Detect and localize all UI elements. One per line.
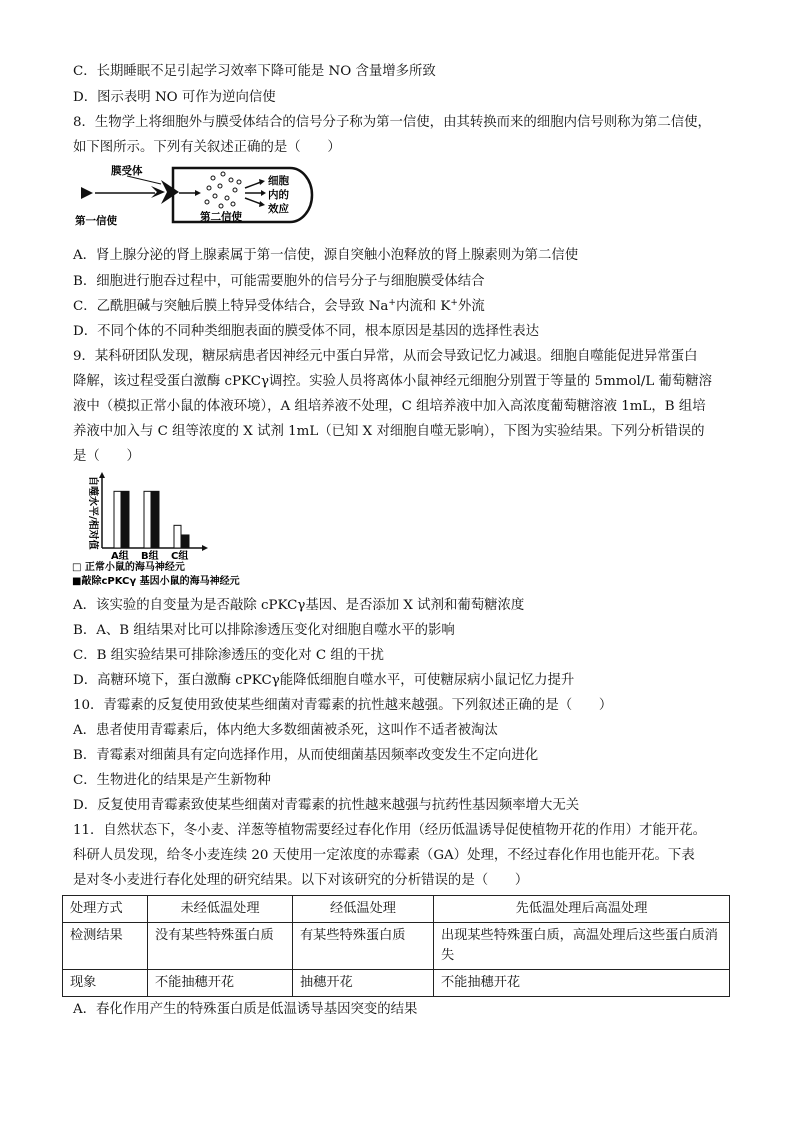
first-messenger-label: 第一信使 bbox=[75, 215, 117, 227]
question-9-stem-1: 9．某科研团队发现，糖尿病患者因神经元中蛋白异常，从而会导致记忆力减退。细胞自噬能促进异常蛋白 bbox=[73, 349, 698, 364]
membrane-receptor-label: 膜受体 bbox=[111, 165, 143, 177]
bar-normal-1 bbox=[144, 491, 151, 548]
table-row bbox=[63, 970, 730, 997]
x-axis-arrow bbox=[202, 545, 208, 551]
question-9-stem-2: 降解，该过程受蛋白激酶 cPKCγ调控。实验人员将离体小鼠神经元细胞分别置于等量的 5mmol/L 葡萄糖溶 bbox=[73, 374, 713, 389]
table-cell: 抽穗开花 bbox=[293, 970, 434, 997]
autophagy-bar-chart bbox=[70, 472, 270, 590]
second-messenger-diagram bbox=[75, 162, 330, 228]
table-header-cell: 处理方式 bbox=[63, 896, 148, 923]
table-cell: 有某些特殊蛋白质 bbox=[293, 923, 434, 970]
question-9-stem-4: 养液中加入与 C 组等浓度的 X 试剂 1mL（已知 X 对细胞自噬无影响），下图为实验结果。下列分析错误的 bbox=[73, 424, 705, 439]
x-tick-label: C组 bbox=[171, 551, 189, 562]
bar-normal-0 bbox=[114, 491, 121, 548]
table-cell: 没有某些特殊蛋白质 bbox=[148, 923, 293, 970]
question-11-stem-3: 是对冬小麦进行春化处理的研究结果。以下对该研究的分析错误的是（ ） bbox=[73, 873, 529, 888]
q8-option-a: A．肾上腺分泌的肾上腺素属于第一信使，源自突触小泡释放的肾上腺素则为第二信使 bbox=[73, 248, 579, 263]
effect-label-2: 内的 bbox=[268, 189, 289, 201]
table-header-cell: 未经低温处理 bbox=[148, 896, 293, 923]
bar-knockout-1 bbox=[152, 491, 159, 548]
effect-label-3: 效应 bbox=[268, 203, 289, 215]
q9-option-b: B．A、B 组结果对比可以排除渗透压变化对细胞自噬水平的影响 bbox=[73, 623, 455, 638]
question-9-stem-5: 是（ ） bbox=[73, 449, 140, 464]
option-d-line: D．图示表明 NO 可作为逆向信使 bbox=[73, 90, 276, 105]
q9-option-a: A．该实验的自变量为是否敲除 cPKCγ基因、是否添加 X 试剂和葡萄糖浓度 bbox=[73, 598, 525, 613]
q10-option-a: A．患者使用青霉素后，体内绝大多数细菌被杀死，这叫作不适者被淘汰 bbox=[73, 723, 498, 738]
second-messenger-label: 第二信使 bbox=[200, 211, 242, 223]
question-10-stem: 10．青霉素的反复使用致使某些细菌对青霉素的抗性越来越强。下列叙述正确的是（ ） bbox=[73, 698, 613, 713]
vernalization-table bbox=[62, 895, 730, 997]
table-cell: 出现某些特殊蛋白质，高温处理后这些蛋白质消失 bbox=[434, 923, 730, 970]
q8-option-b: B．细胞进行胞吞过程中，可能需要胞外的信号分子与细胞膜受体结合 bbox=[73, 274, 485, 289]
x-tick-label: B组 bbox=[141, 551, 159, 562]
y-axis-arrow bbox=[99, 472, 105, 478]
table-row bbox=[63, 923, 730, 970]
q10-option-c: C．生物进化的结果是产生新物种 bbox=[73, 773, 271, 788]
q10-option-d: D．反复使用青霉素致使某些细菌对青霉素的抗性越来越强与抗药性基因频率增大无关 bbox=[73, 798, 580, 813]
option-c-line: C．长期睡眠不足引起学习效率下降可能是 NO 含量增多所致 bbox=[73, 64, 436, 79]
q8-plus-2: + bbox=[450, 298, 458, 308]
bar-knockout-0 bbox=[122, 491, 129, 548]
q9-option-d: D．高糖环境下，蛋白激酶 cPKCγ能降低细胞自噬水平，可使糖尿病小鼠记忆力提升 bbox=[73, 673, 575, 688]
table-cell: 不能抽穗开花 bbox=[148, 970, 293, 997]
q10-option-b: B．青霉素对细菌具有定向选择作用，从而使细菌基因频率改变发生不定向进化 bbox=[73, 748, 539, 763]
table-cell: 检测结果 bbox=[63, 923, 148, 970]
question-8-stem-cont: 如下图所示。下列有关叙述正确的是（ ） bbox=[73, 140, 341, 155]
bar-normal-2 bbox=[174, 525, 181, 548]
table-header-cell: 经低温处理 bbox=[293, 896, 434, 923]
legend-knockout: ■敲除cPKCγ 基因小鼠的海马神经元 bbox=[72, 576, 240, 587]
effect-label-1: 细胞 bbox=[268, 175, 289, 187]
q9-option-c: C．B 组实验结果可排除渗透压的变化对 C 组的干扰 bbox=[73, 648, 384, 663]
q11-option-a: A．春化作用产生的特殊蛋白质是低温诱导基因突变的结果 bbox=[73, 1002, 418, 1017]
chart-y-label: 自噬水平/相对值 bbox=[87, 476, 98, 550]
question-11-stem-1: 11．自然状态下，冬小麦、洋葱等植物需要经过春化作用（经历低温诱导促使植物开花的作用）才能开花。 bbox=[73, 823, 707, 838]
question-8-stem: 8．生物学上将细胞外与膜受体结合的信号分子称为第一信使，由其转换而来的细胞内信号则称为第二信使， bbox=[73, 115, 711, 130]
table-cell: 不能抽穗开花 bbox=[434, 970, 730, 997]
table-header-cell: 先低温处理后高温处理 bbox=[434, 896, 730, 923]
q8-option-d: D．不同个体的不同种类细胞表面的膜受体不同，根本原因是基因的选择性表达 bbox=[73, 324, 540, 339]
table-cell: 现象 bbox=[63, 970, 148, 997]
q8-plus-1: + bbox=[388, 298, 396, 308]
x-tick-label: A组 bbox=[111, 551, 129, 562]
q8-option-c bbox=[73, 297, 485, 317]
table-header-row bbox=[63, 896, 730, 923]
q8-option-c-text-3: 外流 bbox=[457, 299, 485, 314]
question-9-stem-3: 液中（模拟正常小鼠的体液环境），A 组培养液不处理，C 组培养液中加入高浓度葡萄糖溶液 1mL，B 组培 bbox=[73, 399, 706, 414]
question-11-stem-2: 科研人员发现，给冬小麦连续 20 天使用一定浓度的赤霉素（GA）处理，不经过春化作用也能开花。下表 bbox=[73, 848, 695, 863]
bar-knockout-2 bbox=[182, 535, 189, 548]
legend-normal: □ 正常小鼠的海马神经元 bbox=[72, 562, 185, 573]
q8-option-c-text-2: 内流和 K bbox=[395, 299, 451, 314]
q8-option-c-text-1: C．乙酰胆碱与突触后膜上特异受体结合，会导致 Na bbox=[73, 299, 389, 314]
